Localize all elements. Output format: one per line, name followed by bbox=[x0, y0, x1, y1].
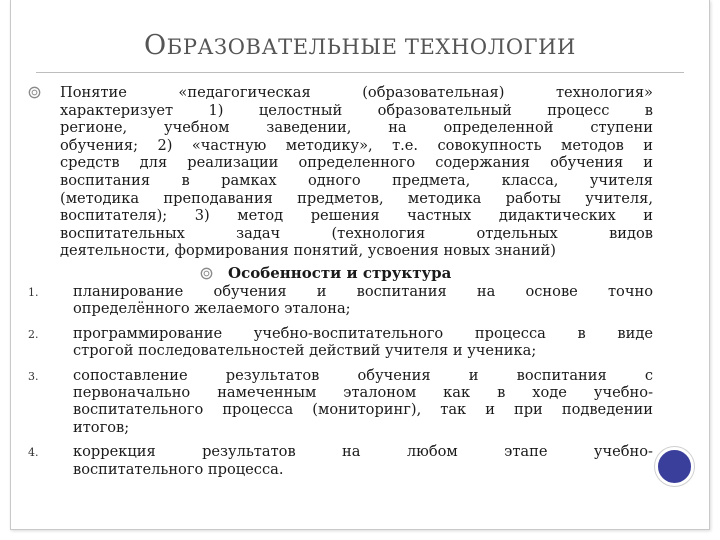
intro-line: воспитателя); 3) метод решения частных дидактических и bbox=[60, 207, 653, 225]
list-item-line: коррекция результатов на любом этапе учебно- bbox=[73, 443, 653, 461]
list-item-line: итогов; bbox=[73, 418, 130, 436]
list-item-text bbox=[73, 325, 653, 360]
list-item bbox=[28, 325, 653, 360]
numbered-list bbox=[28, 283, 653, 478]
slide-content bbox=[28, 84, 653, 485]
list-item-number: 3. bbox=[28, 369, 39, 383]
list-item-text bbox=[73, 283, 653, 318]
list-item-number: 1. bbox=[28, 285, 39, 299]
intro-line: Понятие «педагогическая (образовательная) технология» bbox=[60, 84, 653, 101]
list-item bbox=[28, 443, 653, 478]
list-item-number: 4. bbox=[28, 446, 39, 460]
subheading-text: Особенности и структура bbox=[228, 263, 452, 282]
intro-line: обучения; 2) «частную методику», т.е. совокупность методов и bbox=[60, 136, 653, 154]
subheading bbox=[28, 263, 653, 283]
intro-line: средств для реализации определенного содержания обучения и bbox=[60, 154, 653, 172]
circle-bullet-icon bbox=[28, 86, 41, 99]
list-item-line: воспитательного процесса. bbox=[73, 460, 284, 478]
intro-bullet bbox=[28, 84, 653, 260]
intro-line: регионе, учебном заведении, на определенной ступени bbox=[60, 119, 653, 137]
title-first-letter: О bbox=[144, 30, 167, 61]
circle-decoration bbox=[655, 447, 694, 486]
list-item bbox=[28, 367, 653, 437]
intro-paragraph bbox=[60, 84, 653, 260]
list-item-line: строгой последовательностей действий учителя и ученика; bbox=[73, 342, 537, 360]
intro-line: характеризует 1) целостный образовательный процесс в bbox=[60, 101, 653, 119]
title-rest: БРАЗОВАТЕЛЬНЫЕ ТЕХНОЛОГИИ bbox=[166, 35, 576, 59]
list-item-line: планирование обучения и воспитания на основе точно bbox=[73, 282, 653, 300]
intro-line: воспитания в рамках одного предмета, класса, учителя bbox=[60, 171, 653, 189]
circle-bullet-icon bbox=[200, 267, 213, 280]
slide-title bbox=[0, 30, 720, 61]
title-divider bbox=[36, 72, 684, 73]
list-item-line: сопоставление результатов обучения и воспитания с bbox=[73, 366, 653, 384]
list-item-text bbox=[73, 367, 653, 437]
intro-line: (методика преподавания предметов, методика работы учителя, bbox=[60, 189, 653, 207]
list-item bbox=[28, 283, 653, 318]
list-item-line: первоначально намеченным эталоном как в ходе учебно- bbox=[73, 383, 653, 401]
intro-line: деятельности, формирования понятий, усвоения новых знаний) bbox=[60, 242, 556, 260]
list-item-line: определённого желаемого эталона; bbox=[73, 300, 351, 318]
intro-line: воспитательных задач (технология отдельных видов bbox=[60, 224, 653, 242]
list-item-line: программирование учебно-воспитательного процесса в виде bbox=[73, 324, 653, 342]
list-item-text bbox=[73, 443, 653, 478]
list-item-number: 2. bbox=[28, 327, 39, 341]
list-item-line: воспитательного процесса (мониторинг), так и при подведении bbox=[73, 401, 653, 419]
